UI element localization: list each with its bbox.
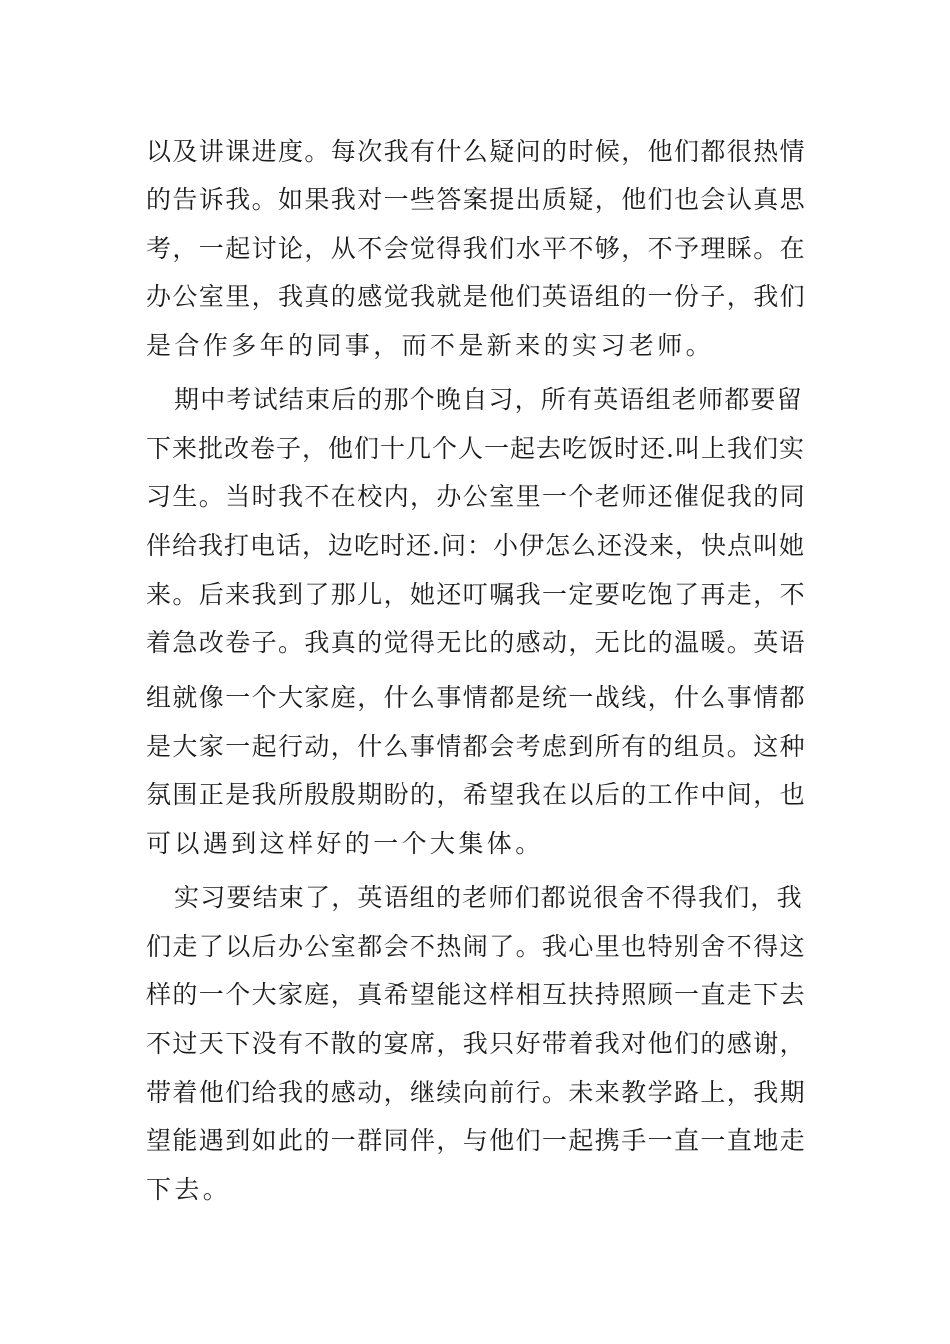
- text-line: 们走了以后办公室都会不热闹了。我心里也特别舍不得这: [146, 932, 807, 961]
- text-line: 不过天下没有不散的宴席，我只好带着我对他们的感谢，: [146, 1029, 807, 1058]
- text-line: 可以遇到这样好的一个大集体。: [146, 829, 544, 858]
- text-line: 以及讲课进度。每次我有什么疑问的时候，他们都很热情: [146, 137, 807, 166]
- text-line: 是大家一起行动，什么事情都会考虑到所有的组员。这种: [146, 732, 807, 761]
- text-line: 来。后来我到了那儿，她还叮嘱我一定要吃饱了再走，不: [146, 580, 807, 609]
- text-line: 办公室里，我真的感觉我就是他们英语组的一份子，我们: [146, 282, 807, 311]
- text-line: 下来批改卷子，他们十几个人一起去吃饭时还.叫上我们实: [146, 434, 805, 463]
- text-line: 期中考试结束后的那个晚自习，所有英语组老师都要留: [174, 385, 803, 414]
- text-line: 样的一个大家庭，真希望能这样相互扶持照顾一直走下去: [146, 980, 807, 1009]
- text-line: 是合作多年的同事，而不是新来的实习老师。: [146, 331, 715, 360]
- text-line: 习生。当时我不在校内，办公室里一个老师还催促我的同: [146, 482, 807, 511]
- text-line: 组就像一个大家庭，什么事情都是统一战线，什么事情都: [146, 683, 807, 712]
- text-line: 的告诉我。如果我对一些答案提出质疑，他们也会认真思: [146, 185, 807, 214]
- text-line: 伴给我打电话，边吃时还.问：小伊怎么还没来，快点叫她: [146, 531, 805, 560]
- text-line: 着急改卷子。我真的觉得无比的感动，无比的温暖。英语: [146, 628, 807, 657]
- text-line: 考，一起讨论，从不会觉得我们水平不够，不予理睬。在: [146, 234, 807, 263]
- text-line: 望能遇到如此的一群同伴，与他们一起携手一直一直地走: [146, 1126, 807, 1155]
- text-line: 下去。: [146, 1175, 232, 1204]
- text-line: 氛围正是我所殷殷期盼的，希望我在以后的工作中间，也: [146, 780, 807, 809]
- text-line: 实习要结束了，英语组的老师们都说很舍不得我们，我: [174, 883, 803, 912]
- text-line: 带着他们给我的感动，继续向前行。未来教学路上，我期: [146, 1078, 807, 1107]
